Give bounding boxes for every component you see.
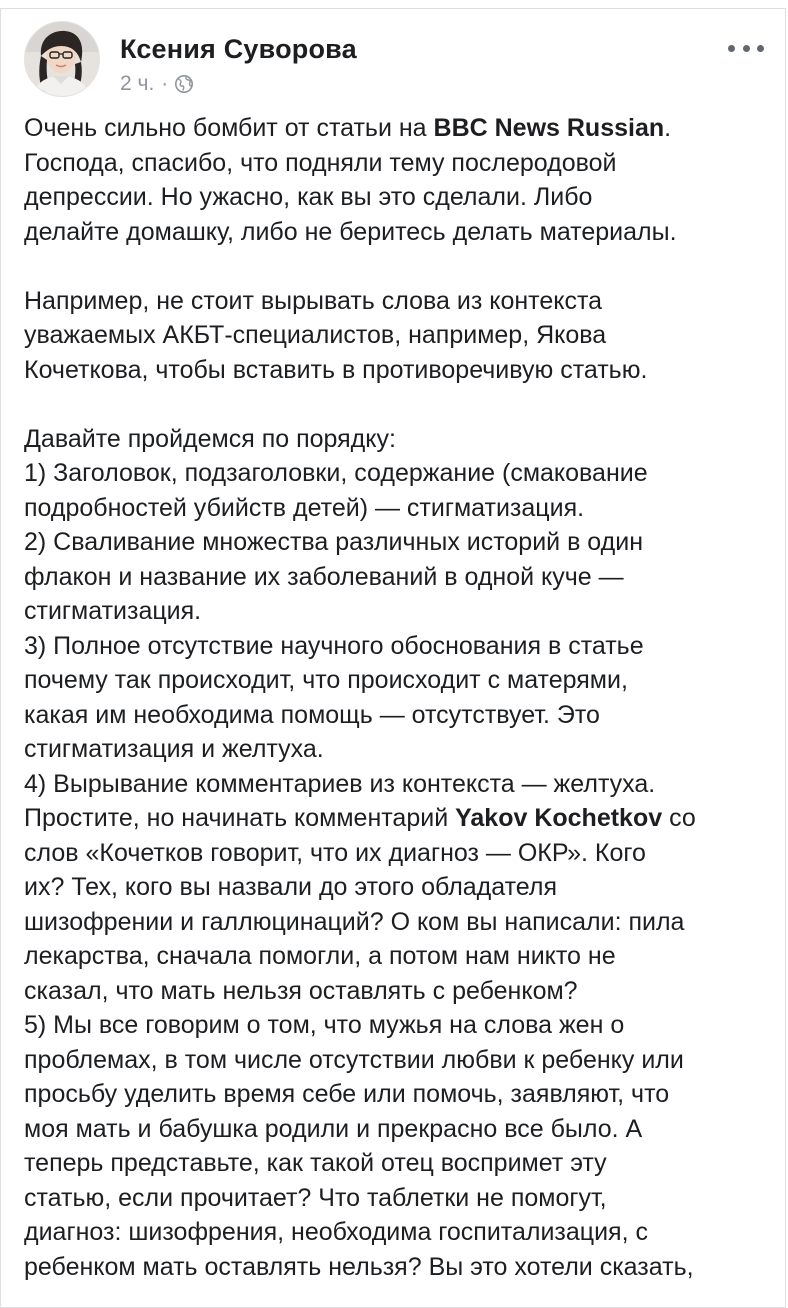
text-line bbox=[24, 1215, 772, 1250]
text-line bbox=[24, 629, 772, 664]
line-text: депрессии. Но ужасно, как вы это сделали. Либо bbox=[24, 183, 593, 211]
post-paragraph bbox=[24, 422, 772, 1285]
text-line bbox=[24, 1146, 772, 1181]
text-line bbox=[24, 870, 772, 905]
post-paragraph bbox=[24, 111, 772, 249]
more-dot bbox=[743, 45, 750, 52]
text-line bbox=[24, 767, 772, 802]
line-text: Очень сильно бомбит от статьи на bbox=[24, 114, 434, 142]
line-text: 3) Полное отсутствие научного обоснования в статье bbox=[24, 631, 644, 660]
text-line bbox=[24, 939, 772, 974]
line-text: 4) Вырывание комментариев из контекста — желтуха. bbox=[24, 769, 656, 798]
text-line bbox=[24, 180, 772, 215]
text-line bbox=[24, 456, 772, 491]
post-meta bbox=[120, 72, 194, 96]
line-text: почему так происходит, что происходит с матерями, bbox=[24, 666, 628, 694]
text-line bbox=[24, 698, 772, 733]
line-text: стигматизация и желтуха. bbox=[24, 735, 324, 763]
more-options-icon[interactable] bbox=[728, 41, 764, 55]
line-text: 5) Мы все говорим о том, что мужья на слова жен о bbox=[24, 1011, 625, 1039]
text-line bbox=[24, 1008, 772, 1043]
line-text: 2) Сваливание множества различных историй в один bbox=[24, 528, 644, 556]
post-paragraph bbox=[24, 284, 772, 388]
line-text: делайте домашку, либо не беритесь делать материалы. bbox=[24, 217, 677, 246]
meta-separator: · bbox=[161, 72, 169, 95]
text-line bbox=[24, 974, 772, 1009]
line-text: уважаемых АКБТ-специалистов, например, Якова bbox=[24, 321, 607, 349]
text-line bbox=[24, 560, 772, 595]
more-dot bbox=[757, 45, 764, 52]
line-text: статью, если прочитает? Что таблетки не помогут, bbox=[24, 1183, 607, 1212]
text-line bbox=[24, 1112, 772, 1147]
line-text: слов «Кочетков говорит, что их диагноз — ОКР». Кого bbox=[24, 838, 646, 867]
globe-icon[interactable] bbox=[174, 74, 194, 94]
line-text: проблемах, в том числе отсутствии любви к ребенку или bbox=[24, 1045, 684, 1074]
author-avatar[interactable] bbox=[24, 21, 100, 97]
line-text: Кочеткова, чтобы вставить в противоречивую статью. bbox=[24, 355, 648, 384]
line-text: шизофрении и галлюцинаций? О ком вы написали: пила bbox=[24, 907, 685, 936]
text-line bbox=[24, 801, 772, 836]
line-text: просьбу уделить время себе или помочь, заявляют, что bbox=[24, 1080, 670, 1108]
text-line bbox=[24, 594, 772, 629]
text-line bbox=[24, 111, 772, 146]
more-dot bbox=[728, 45, 735, 52]
line-text: теперь представьте, как такой отец воспримет эту bbox=[24, 1149, 607, 1177]
post-text bbox=[24, 111, 772, 1284]
line-text: Простите, но начинать комментарий bbox=[24, 804, 456, 832]
text-line bbox=[24, 215, 772, 250]
author-name[interactable]: Ксения Суворова bbox=[120, 34, 357, 64]
line-text: Например, не стоит вырывать слова из контекста bbox=[24, 286, 603, 315]
line-text: флакон и название их заболеваний в одной куче — bbox=[24, 562, 624, 591]
line-text: ребенком мать оставлять нельзя? Вы это хотели сказать, bbox=[24, 1252, 694, 1281]
line-text: подробностей убийств детей) — стигматизация. bbox=[24, 493, 585, 522]
text-line bbox=[24, 732, 772, 767]
line-text: Господа, спасибо, что подняли тему послеродовой bbox=[24, 148, 617, 177]
text-line bbox=[24, 284, 772, 319]
text-line bbox=[24, 422, 772, 457]
line-text: их? Тех, кого вы назвали до этого обладателя bbox=[24, 873, 557, 901]
text-line bbox=[24, 1250, 772, 1285]
mention-link[interactable]: BBC News Russian bbox=[433, 114, 665, 142]
text-line bbox=[24, 1043, 772, 1078]
text-line bbox=[24, 353, 772, 388]
text-line bbox=[24, 1077, 772, 1112]
post-time[interactable]: 2 ч. bbox=[120, 72, 155, 95]
post-header bbox=[24, 21, 764, 101]
facebook-post bbox=[0, 8, 786, 1308]
avatar-photo-icon bbox=[25, 22, 100, 97]
line-text: диагноз: шизофрения, необходима госпитализация, с bbox=[24, 1218, 648, 1246]
line-text-after: . bbox=[664, 114, 672, 142]
line-text: какая им необходима помощь — отсутствует. Это bbox=[24, 700, 600, 729]
line-text: Давайте пройдемся по порядку: bbox=[24, 424, 396, 453]
text-line bbox=[24, 525, 772, 560]
line-text: стигматизация. bbox=[24, 597, 202, 625]
line-text-after: со bbox=[662, 804, 696, 832]
text-line bbox=[24, 491, 772, 526]
line-text: сказал, что мать нельзя оставлять с ребенком? bbox=[24, 976, 578, 1005]
text-line bbox=[24, 905, 772, 940]
line-text: лекарства, сначала помогли, а потом нам никто не bbox=[24, 942, 616, 970]
text-line bbox=[24, 836, 772, 871]
line-text: 1) Заголовок, подзаголовки, содержание (смакование bbox=[24, 459, 648, 487]
text-line bbox=[24, 318, 772, 353]
text-line bbox=[24, 146, 772, 181]
line-text: моя мать и бабушка родили и прекрасно все было. А bbox=[24, 1114, 643, 1143]
text-line bbox=[24, 663, 772, 698]
text-line bbox=[24, 1181, 772, 1216]
mention-link[interactable]: Yakov Kochetkov bbox=[455, 804, 663, 832]
